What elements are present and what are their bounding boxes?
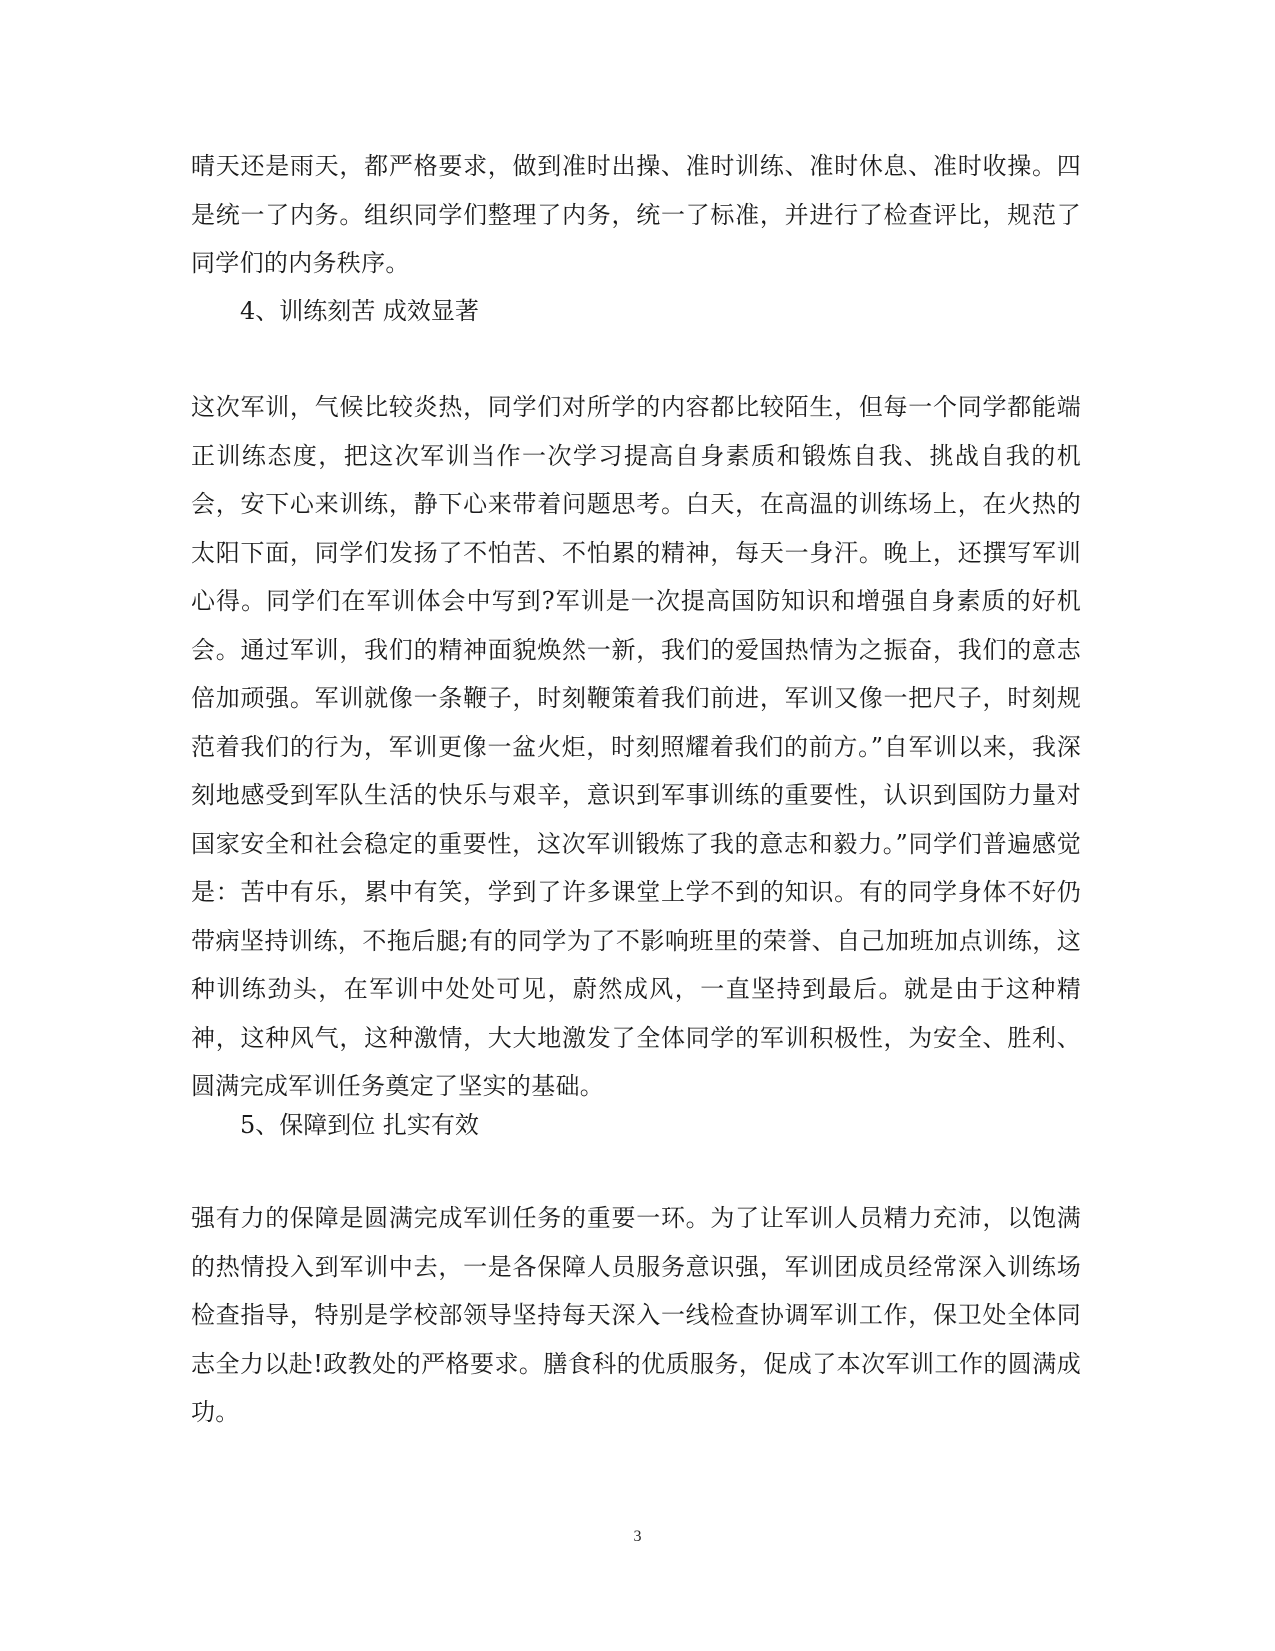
section-heading-4: 4、训练刻苦 成效显著 [240, 297, 479, 325]
page-number: 3 [633, 1528, 642, 1545]
paragraph-training: 这次军训，气候比较炎热，同学们对所学的内容都比较陌生，但每一个同学都能端正训练态度，把这次军训当作一次学习提高自身素质和锻炼自我、挑战自我的机会，安下心来训练，静下心来带着问题思考。白天，在高温的训练场上，在火热的太阳下面，同学们发扬了不怕苦、不怕累的精神，每天一身汗。晚上，还撰写军训心得。同学们在军训体会中写到?军训是一次提高国防知识和增强自身素质的好机会。通过军训，我们的精神面貌焕然一新，我们的爱国热情为之振奋，我们的意志倍加顽强。军训就像一条鞭子，时刻鞭策着我们前进，军训又像一把尺子，时刻规范着我们的行为，军训更像一盆火炬，时刻照耀着我们的前方。”自军训以来，我深刻地感受到军队生活的快乐与艰辛，意识到军事训练的重要性，认识到国防力量对国家安全和社会稳定的重要性，这次军训锻炼了我的意志和毅力。”同学们普遍感觉是：苦中有乐，累中有笑，学到了许多课堂上学不到的知识。有的同学身体不好仍带病坚持训练，不拖后腿;有的同学为了不影响班里的荣誉、自己加班加点训练，这种训练劲头，在军训中处处可见，蔚然成风，一直坚持到最后。就是由于这种精神，这种风气，这种激情，大大地激发了全体同学的军训积极性，为安全、胜利、圆满完成军训任务奠定了坚实的基础。 [191, 393, 1081, 1100]
paragraph-intro: 晴天还是雨天，都严格要求，做到准时出操、准时训练、准时休息、准时收操。四是统一了内务。组织同学们整理了内务，统一了标准，并进行了检查评比，规范了同学们的内务秩序。 [191, 152, 1081, 277]
section-heading-5: 5、保障到位 扎实有效 [240, 1111, 479, 1139]
paragraph-support: 强有力的保障是圆满完成军训任务的重要一环。为了让军训人员精力充沛，以饱满的热情投入到军训中去，一是各保障人员服务意识强，军训团成员经常深入训练场检查指导，特别是学校部领导坚持每天深入一线检查协调军训工作，保卫处全体同志全力以赴!政教处的严格要求。膳食科的优质服务，促成了本次军训工作的圆满成功。 [191, 1204, 1081, 1426]
